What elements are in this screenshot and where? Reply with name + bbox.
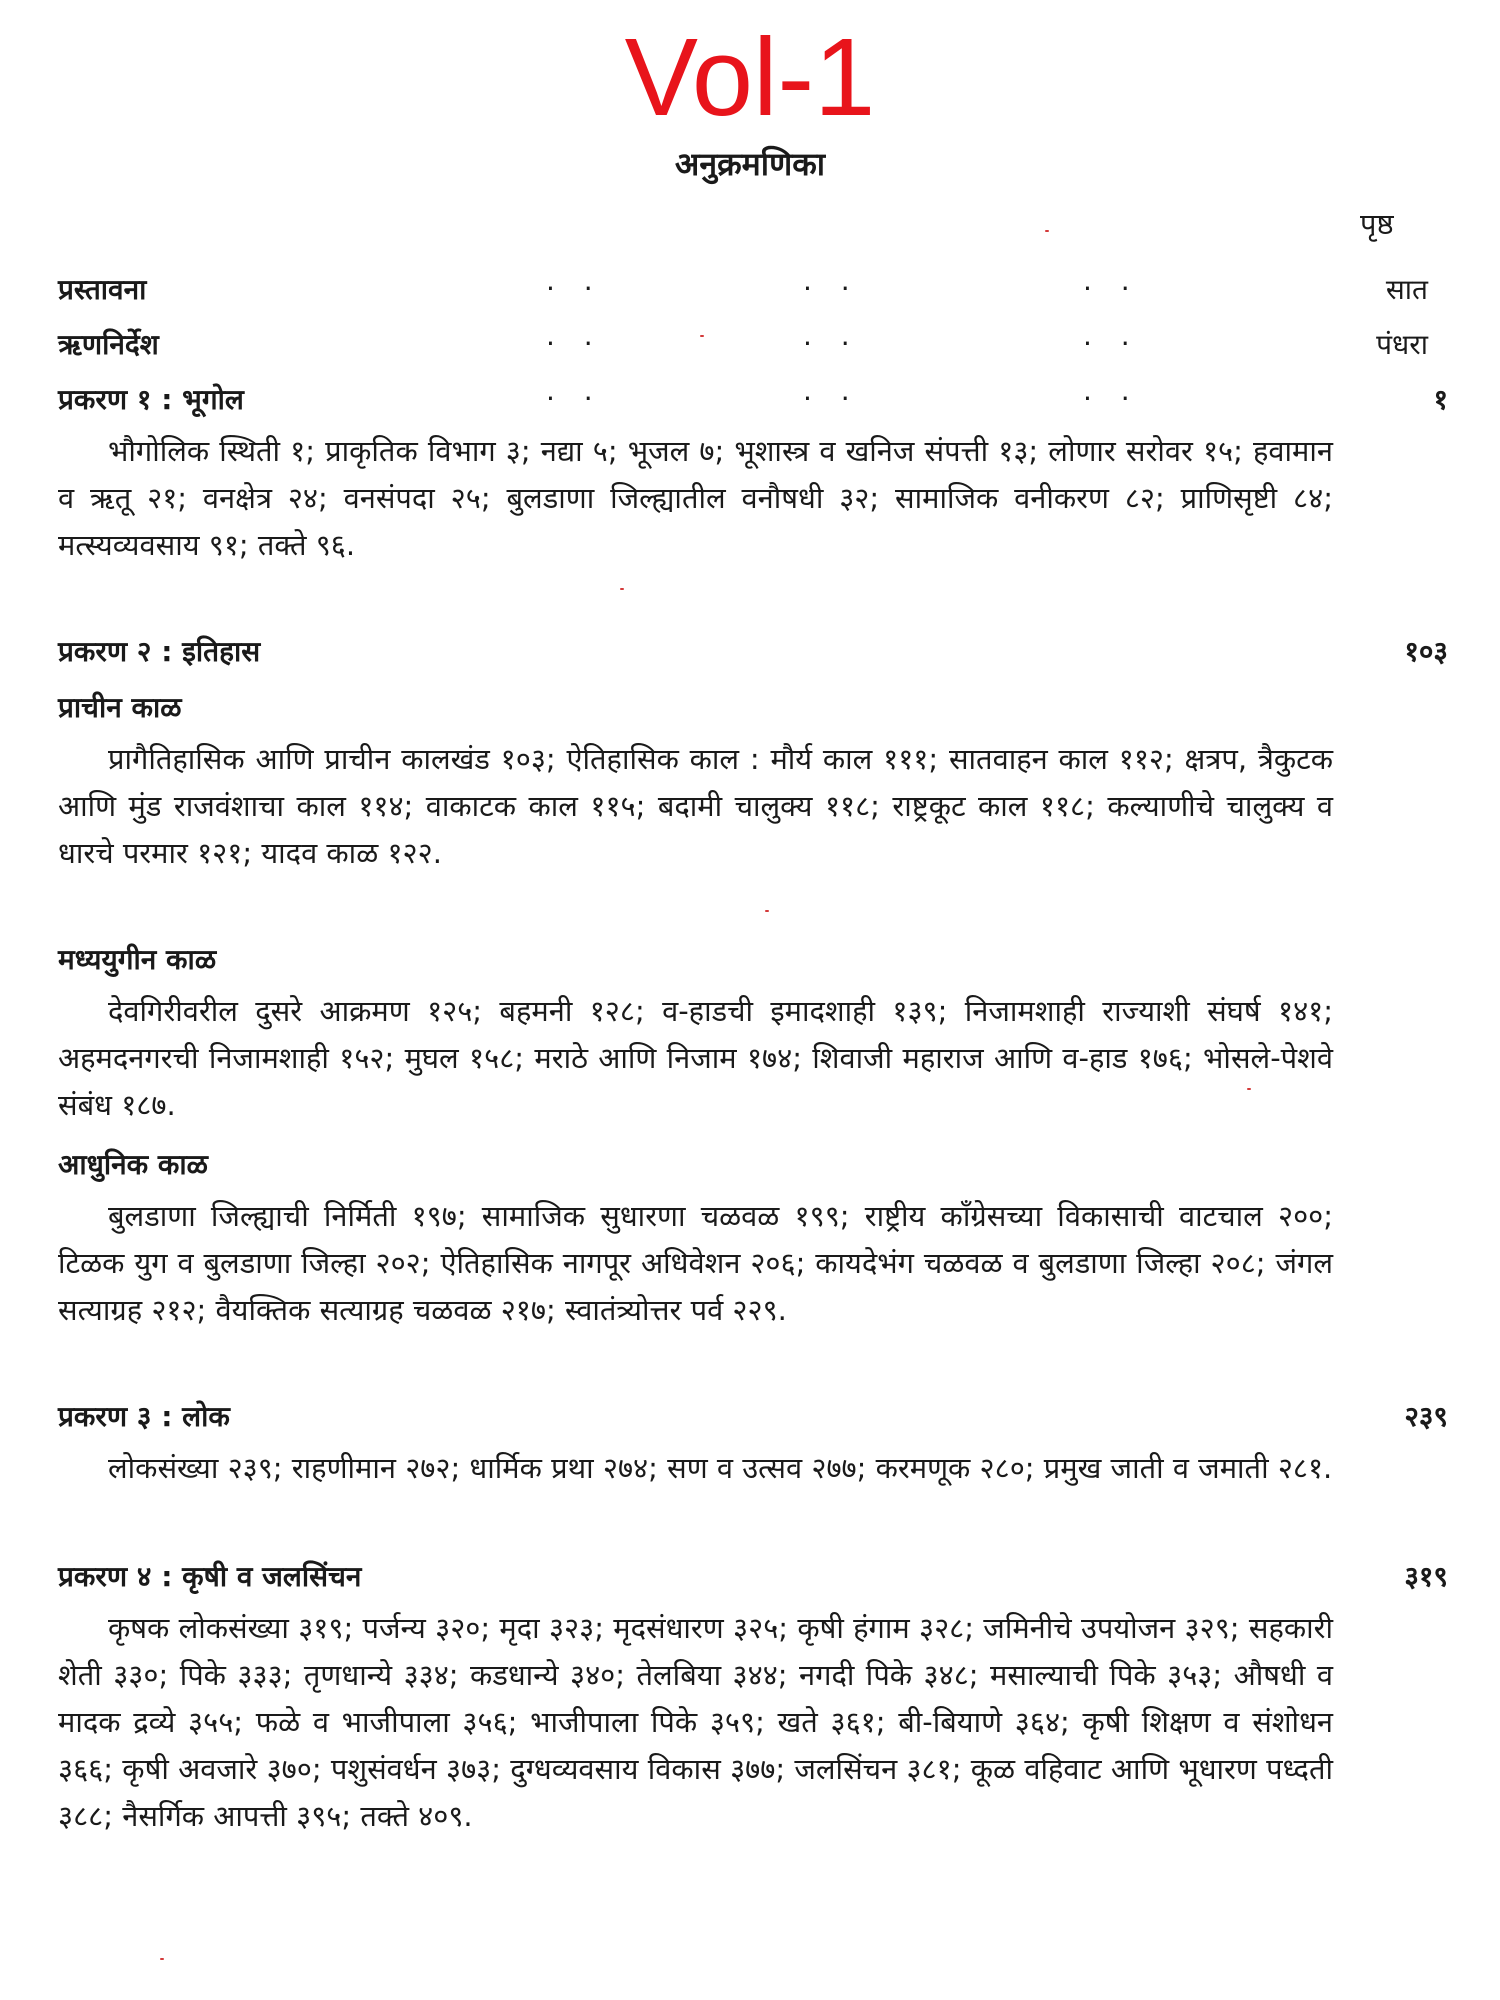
chapter-page: १ <box>1433 383 1448 416</box>
chapter-heading-3 <box>58 1397 1448 1445</box>
leader-dots: . . <box>546 319 603 352</box>
section-modern-topics: बुलडाणा जिल्ह्याची निर्मिती १९७; सामाजिक सुधारणा चळवळ १९९; राष्ट्रीय काँग्रेसच्या विकासाची वाटचाल २००; टिळक युग व बुलडाणा जिल्हा २०२; ऐतिहासिक नागपूर अधिवेशन २०६; कायदेभंग चळवळ व बुलडाणा जिल्हा २०८; जंगल सत्याग्रह २१२; वैयक्तिक सत्याग्रह चळवळ २१७; स्वातंत्र्योत्तर पर्व २२९. <box>58 1199 1333 1327</box>
section-heading-ancient: प्राचीन काळ <box>58 691 182 724</box>
toc-entry-page: पंधरा <box>1376 328 1428 361</box>
leader-dots: . . <box>803 264 860 297</box>
chapter-title: प्रकरण १ : भूगोल <box>58 383 244 416</box>
section-medieval-topics: देवगिरीवरील दुसरे आक्रमण १२५; बहमनी १२८; व-हाडची इमादशाही १३९; निजामशाही राज्याशी संघर्ष १४१; अहमदनगरची निजामशाही १५२; मुघल १५८; मराठे आणि निजाम १७४; शिवाजी महाराज आणि व-हाड १७६; भोसले-पेशवे संबंध १८७. <box>58 994 1333 1122</box>
chapter-title: प्रकरण ४ : कृषी व जलसिंचन <box>58 1560 362 1593</box>
chapter-heading-1 <box>58 374 1448 428</box>
leader-dots: . . <box>1083 264 1140 297</box>
chapter-heading-2 <box>58 632 1448 680</box>
leader-dots: . . <box>803 374 860 407</box>
chapter-page: १०३ <box>1404 635 1448 668</box>
leader-dots: . . <box>803 319 860 352</box>
chapter-title: प्रकरण ३ : लोक <box>58 1400 230 1433</box>
section-ancient-topics: प्रागैतिहासिक आणि प्राचीन कालखंड १०३; ऐतिहासिक काल : मौर्य काल १११; सातवाहन काल ११२; क्षत्रप, त्रैकुटक आणि मुंड राजवंशाचा काल ११४; वाकाटक काल ११५; बदामी चालुक्य ११८; राष्ट्रकूट काल ११८; कल्याणीचे चालुक्य व धारचे परमार १२१; यादव काळ १२२. <box>58 742 1333 870</box>
leader-dots: . . <box>546 374 603 407</box>
toc-entry-preface <box>58 264 1448 318</box>
chapter-3-topics: लोकसंख्या २३९; राहणीमान २७२; धार्मिक प्रथा २७४; सण व उत्सव २७७; करमणूक २८०; प्रमुख जाती व जमाती २८१. <box>108 1451 1333 1485</box>
leader-dots: . . <box>546 264 603 297</box>
chapter-heading-4 <box>58 1557 1448 1605</box>
chapter-1-topics: भौगोलिक स्थिती १; प्राकृतिक विभाग ३; नद्या ५; भूजल ७; भूशास्त्र व खनिज संपत्ती १३; लोणार सरोवर १५; हवामान व ऋतू २१; वनक्षेत्र २४; वनसंपदा २५; बुलडाणा जिल्ह्यातील वनौषधी ३२; सामाजिक वनीकरण ८२; प्राणिसृष्टी ८४; मत्स्यव्यवसाय ९१; तक्ते ९६. <box>58 434 1333 562</box>
index-title: अनुक्रमणिका <box>674 145 826 183</box>
leader-dots: . . <box>1083 374 1140 407</box>
chapter-title: प्रकरण २ : इतिहास <box>58 635 261 668</box>
toc-entry-page: सात <box>1385 273 1428 306</box>
section-heading-medieval: मध्ययुगीन काळ <box>58 943 217 976</box>
chapter-page: २३९ <box>1404 1400 1448 1433</box>
toc-entry-label: ऋणनिर्देश <box>58 328 159 361</box>
section-heading-modern: आधुनिक काळ <box>58 1148 208 1181</box>
toc-entry-acknowledgement <box>58 319 1448 373</box>
toc-entry-label: प्रस्तावना <box>58 273 147 306</box>
volume-label: Vol-1 <box>624 16 876 139</box>
leader-dots: . . <box>1083 319 1140 352</box>
chapter-page: ३१९ <box>1404 1560 1448 1593</box>
chapter-4-topics: कृषक लोकसंख्या ३१९; पर्जन्य ३२०; मृदा ३२३; मृदसंधारण ३२५; कृषी हंगाम ३२८; जमिनीचे उपयोजन ३२९; सहकारी शेती ३३०; पिके ३३३; तृणधान्ये ३३४; कडधान्ये ३४०; तेलबिया ३४४; नगदी पिके ३४८; मसाल्याची पिके ३५३; औषधी व मादक द्रव्ये ३५५; फळे व भाजीपाला ३५६; भाजीपाला पिके ३५९; खते ३६१; बी-बियाणे ३६४; कृषी शिक्षण व संशोधन ३६६; कृषी अवजारे ३७०; पशुसंवर्धन ३७३; दुग्धव्यवसाय विकास ३७७; जलसिंचन ३८१; कूळ वहिवाट आणि भूधारण पध्दती ३८८; नैसर्गिक आपत्ती ३९५; तक्ते ४०९. <box>58 1611 1333 1833</box>
page-column-heading: पृष्ठ <box>1360 207 1394 241</box>
